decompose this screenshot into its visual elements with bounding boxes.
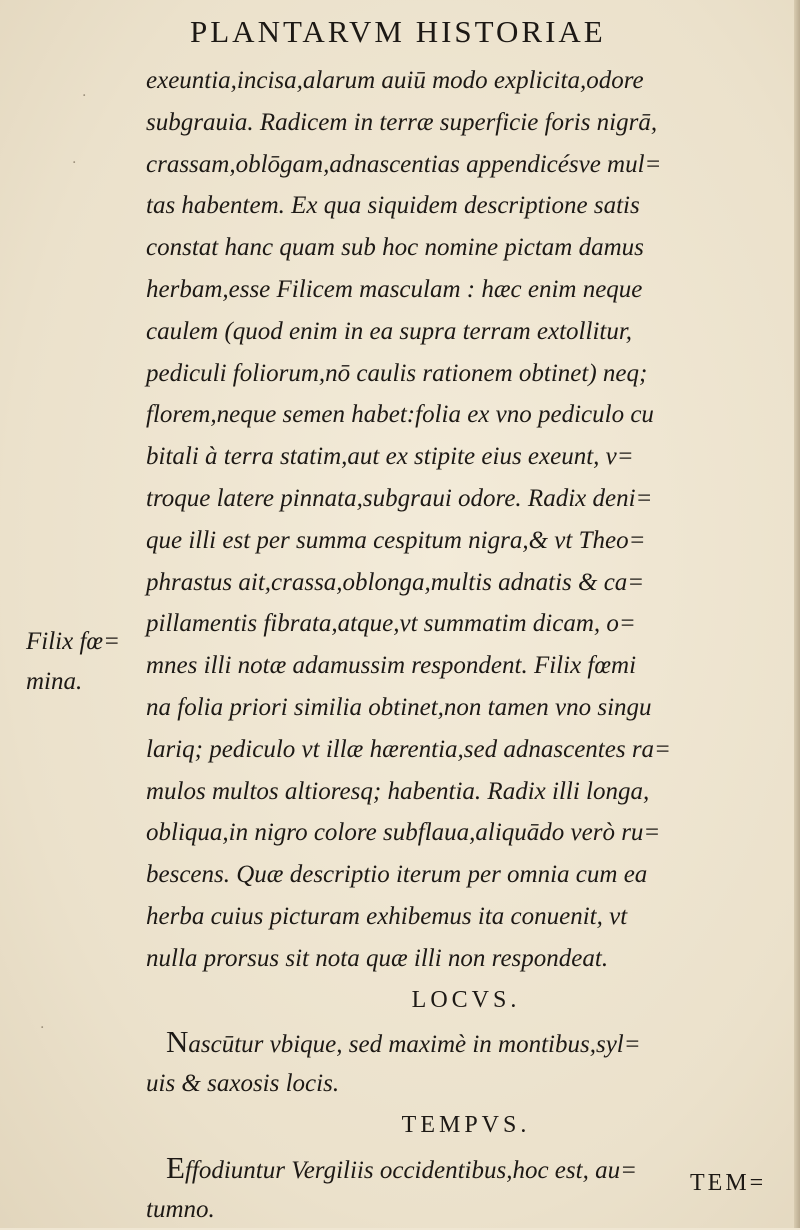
text-line: na folia priori similia obtinet,non tamen vno singu — [146, 693, 652, 721]
bleed-mark: · — [82, 88, 87, 104]
text-line: herba cuius picturam exhibemus ita conuenit, vt — [146, 902, 628, 930]
text-line: florem,neque semen habet:folia ex vno pediculo cu — [146, 401, 654, 429]
text-line: lariq; pediculo vt illæ hærentia,sed adnascentes ra= — [146, 735, 671, 763]
text-line: exeuntia,incisa,alarum auiū modo explicita,odore — [146, 67, 644, 94]
text-line: mulos multos altioresq; habentia. Radix illi longa, — [146, 777, 650, 805]
catchword: TEM= — [690, 1170, 767, 1196]
section-heading-locus: LOCVS. — [411, 986, 521, 1013]
text-line: constat hanc quam sub hoc nomine pictam damus — [146, 234, 644, 262]
main-text-block — [146, 60, 786, 1230]
drop-cap: E — [166, 1149, 185, 1185]
text-line: subgrauia. Radicem in terræ superficie foris nigrā, — [146, 108, 658, 136]
locus-text: ascūtur vbique, sed maximè in montibus,syl= — [188, 1031, 641, 1059]
text-line: mnes illi notæ adamussim respondent. Filix fœmi — [146, 652, 637, 680]
tempus-text: ffodiuntur Vergiliis occidentibus,hoc est, au= — [184, 1156, 637, 1184]
drop-cap: N — [166, 1024, 189, 1060]
text-line: nulla prorsus sit nota quæ illi non respondeat. — [146, 944, 609, 972]
marginal-note-line: Filix fœ= — [26, 628, 120, 655]
text-line: crassam,oblōgam,adnascentias appendicésve mul= — [146, 150, 662, 178]
locus-line — [146, 1021, 786, 1063]
text-line: tas habentem. Ex qua siquidem descriptione satis — [146, 192, 640, 220]
text-line: obliqua,in nigro colore subflaua,aliquādo verò ru= — [146, 819, 661, 847]
text-line: phrastus ait,crassa,oblonga,multis adnatis & ca= — [146, 568, 645, 596]
marginal-note-line: mina. — [26, 668, 83, 695]
text-line: tumno. — [146, 1195, 215, 1223]
text-line: uis & saxosis locis. — [146, 1070, 340, 1098]
text-line: pillamentis fibrata,atque,vt summatim dicam, o= — [146, 610, 636, 638]
marginal-note — [26, 622, 120, 702]
text-line: bitali à terra statim,aut ex stipite eius exeunt, v= — [146, 443, 634, 471]
text-line: herbam,esse Filicem masculam : hæc enim neque — [146, 275, 643, 303]
bleed-mark: · — [72, 155, 77, 171]
text-line: caulem (quod enim in ea supra terram extollitur, — [146, 317, 633, 345]
section-heading-tempus: TEMPVS. — [401, 1111, 531, 1138]
running-head: PLANTARVM HISTORIAE — [190, 14, 606, 49]
text-line: que illi est per summa cespitum nigra,& vt Theo= — [146, 526, 646, 554]
bleed-mark: · — [40, 1020, 45, 1036]
page-edge — [794, 0, 800, 1228]
text-line: pediculi foliorum,nō caulis rationem obtinet) neq; — [146, 359, 648, 387]
text-line: bescens. Quæ descriptio iterum per omnia cum ea — [146, 861, 648, 889]
text-line: troque latere pinnata,subgraui odore. Radix deni= — [146, 484, 653, 512]
